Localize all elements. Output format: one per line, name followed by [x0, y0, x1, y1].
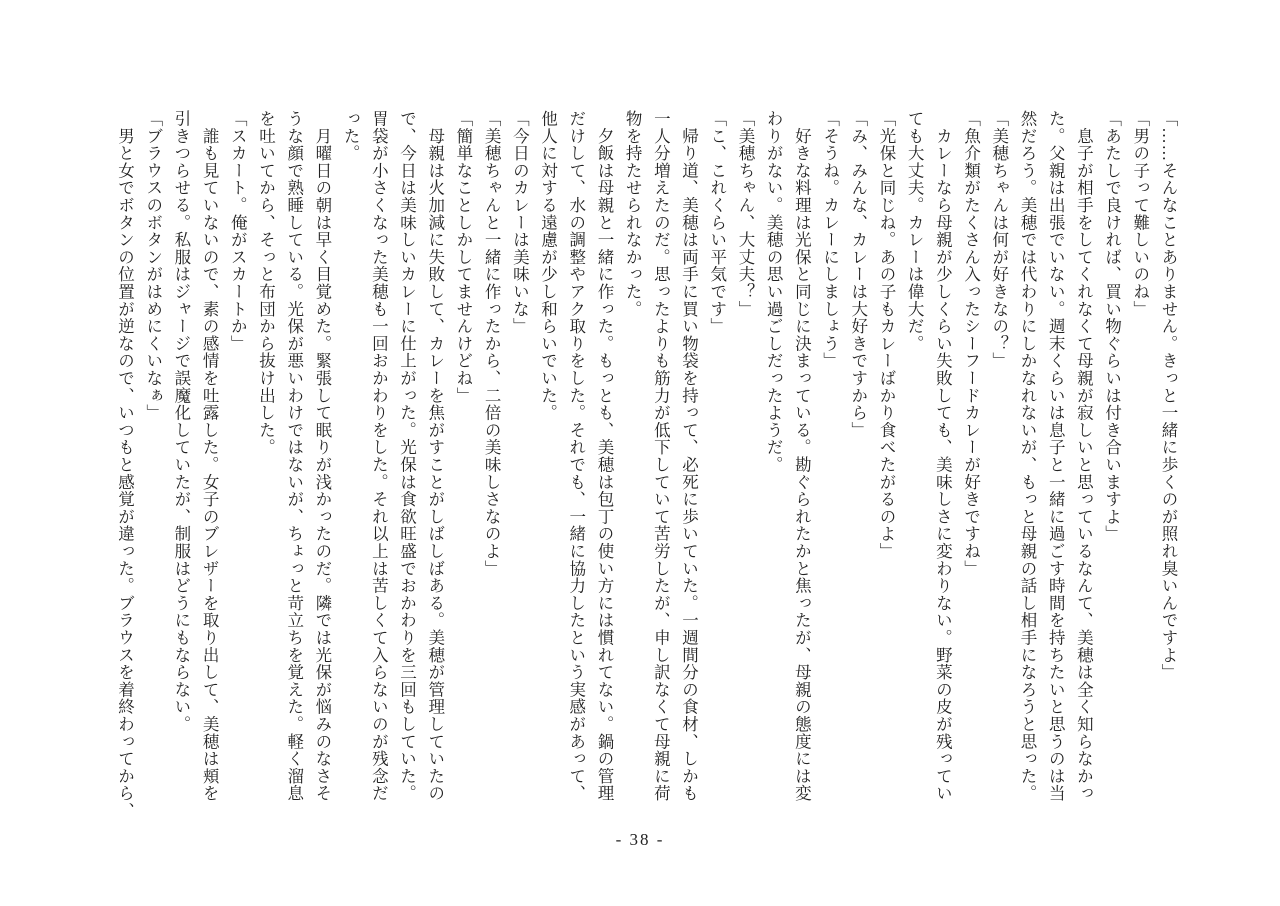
text-line: 誰も見ていないので、素の感情を吐露した。女子のブレザーを取り出して、美穂は頬を — [200, 110, 220, 802]
text-line: 「……そんなことありません。きっと一緒に歩くのが照れ臭いんですよ」 — [1159, 110, 1178, 681]
text-line: 引きつらせる。私服はジャージで誤魔化していたが、制服はどうにもならない。 — [171, 110, 191, 733]
text-line: 一人分増えたのだ。思ったよりも筋力が低下していて苦労したが、申し訳なくて母親に荷 — [651, 110, 671, 802]
text-line: 「そうね。カレーにしましょう」 — [820, 110, 840, 370]
text-line: 「男の子って難しいのね」 — [1130, 110, 1150, 318]
text-line: 男と女でボタンの位置が逆なので、いつもと感覚が違った。ブラウスを着終わってから、 — [115, 110, 135, 820]
text-line: 「美穂ちゃんは何が好きなの？」 — [989, 110, 1009, 370]
text-line: 「光保と同じね。あの子もカレーばかり食べたがるのよ」 — [876, 110, 896, 560]
text-line: 胃袋が小さくなった美穂も一回おかわりをした。それ以上は苦しくて入らないのが残念だ — [369, 110, 389, 802]
text-line: 「ブラウスのボタンがはめにくいなぁ」 — [143, 110, 163, 422]
text-line: 他人に対する遠慮が少し和らいでいた。 — [538, 110, 558, 422]
text-line: った。 — [341, 110, 361, 162]
page-number: - 38 - — [615, 830, 665, 849]
text-line: 然だろう。美穂では代わりにしかなれないが、もっと母親の話し相手になろうと思った。 — [1017, 110, 1037, 802]
text-line: 「美穂ちゃん、大丈夫？」 — [735, 110, 755, 318]
text-line: を吐いてから、そっと布団から抜け出した。 — [256, 110, 276, 456]
text-line: カレーなら母親が少しくらい失敗しても、美味しさに変わりない。野菜の皮が残ってい — [933, 110, 953, 802]
text-line: 月曜日の朝は早く目覚めた。緊張して眠りが浅かったのだ。隣では光保が悩みのなさそ — [312, 110, 332, 802]
text-line: 好きな料理は光保と同じに決まっている。勘ぐられたかと焦ったが、母親の態度には変 — [792, 110, 812, 802]
text-line: 母親は火加減に失敗して、カレーを焦がすことがしばしばある。美穂が管理していたの — [425, 110, 445, 802]
text-line: だけして、水の調整やアク取りをした。それでも、一緒に協力したという実感があって、 — [566, 110, 586, 802]
text-line: 「スカート。俺がスカートか」 — [228, 110, 248, 353]
text-line: 物を持たせられなかった。 — [623, 110, 643, 318]
vertical-text-body — [110, 110, 1182, 826]
text-line: うな顔で熟睡している。光保が悪いわけではないが、ちょっと苛立ちを覚えた。軽く溜息 — [284, 110, 304, 802]
text-line: 「今日のカレーは美味いな」 — [510, 110, 530, 335]
text-line: で、今日は美味しいカレーに仕上がった。光保は食欲旺盛でおかわりを三回もしていた。 — [397, 110, 417, 802]
text-line: 夕飯は母親と一緒に作った。もっとも、美穂は包丁の使い方には慣れてない。鍋の管理 — [594, 110, 614, 802]
text-line: ても大丈夫。カレーは偉大だ。 — [905, 110, 925, 353]
text-line: 「こ、これくらい平気です」 — [707, 110, 727, 335]
text-line: わりがない。美穂の思い過ごしだったようだ。 — [764, 110, 784, 474]
text-line: 息子が相手をしてくれなくて母親が寂しいと思っているなんて、美穂は全く知らなかっ — [1074, 110, 1094, 802]
text-line: 帰り道、美穂は両手に買い物袋を持って、必死に歩いていた。一週間分の食材、しかも — [679, 110, 699, 802]
text-line: 「み、みんな、カレーは大好きですから」 — [848, 110, 868, 439]
text-line: 「美穂ちゃんと一緒に作ったから、二倍の美味しさなのよ」 — [482, 110, 502, 578]
text-line: た。父親は出張でいない。週末くらいは息子と一緒に過ごす時間を持ちたいと思うのは当 — [1046, 110, 1066, 802]
text-line: 「あたしで良ければ、買い物ぐらいは付き合いますよ」 — [1102, 110, 1122, 543]
text-line: 「簡単なことしかしてませんけどね」 — [453, 110, 473, 405]
text-line: 「魚介類がたくさん入ったシーフードカレーが好きですね」 — [961, 110, 981, 578]
